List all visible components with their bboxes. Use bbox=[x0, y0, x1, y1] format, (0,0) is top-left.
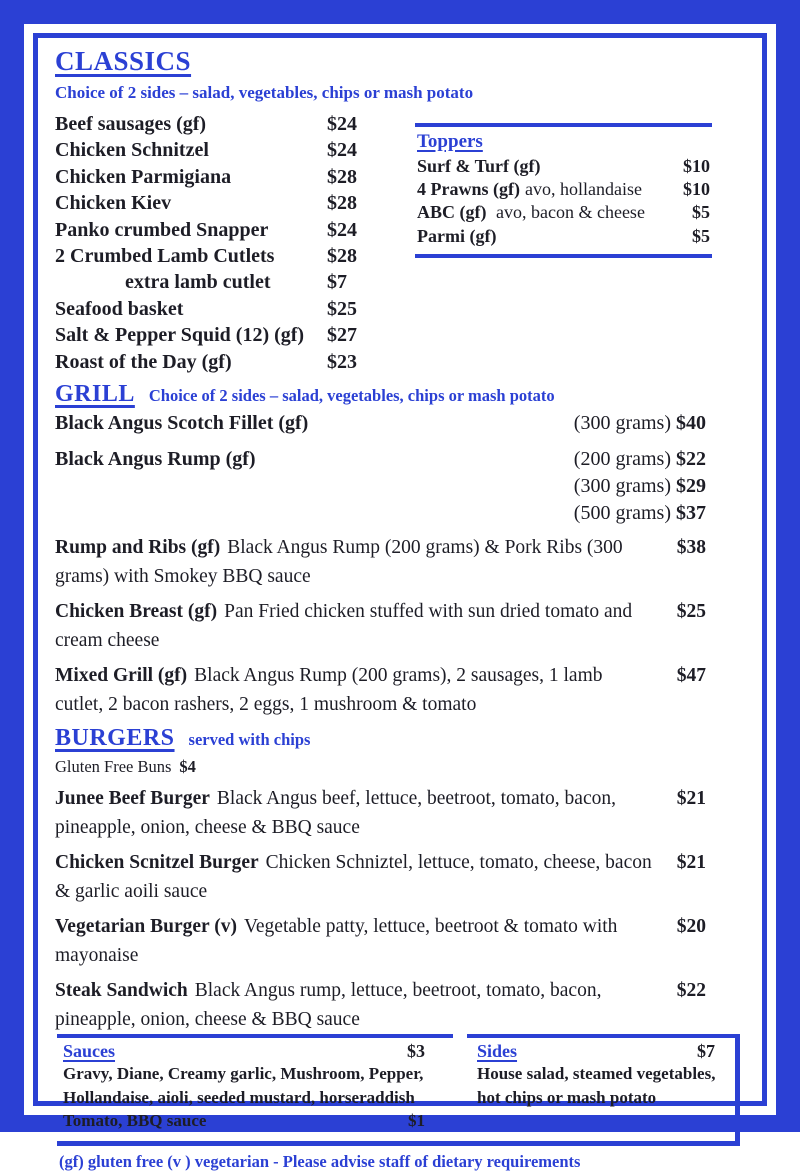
item-description: avo, hollandaise bbox=[524, 179, 642, 200]
item-price: $38 bbox=[676, 537, 706, 559]
item-name: Chicken Schnitzel bbox=[55, 139, 209, 162]
bottom-section bbox=[55, 1034, 742, 1172]
item-size-price bbox=[574, 500, 742, 527]
item-name: Roast of the Day (gf) bbox=[55, 350, 232, 373]
item-name: extra lamb cutlet bbox=[125, 271, 271, 294]
burgers-title: BURGERS bbox=[55, 725, 175, 752]
item-price: $37 bbox=[676, 502, 706, 525]
sauces-sides-row bbox=[57, 1034, 740, 1146]
item-price: $22 bbox=[676, 448, 706, 471]
topper-item-row bbox=[417, 155, 710, 178]
item-name: Junee Beef Burger bbox=[55, 788, 210, 810]
burgers-item-list bbox=[55, 778, 742, 1034]
burgers-header bbox=[55, 725, 742, 752]
gluten-free-buns-note bbox=[55, 756, 742, 778]
classics-item-row bbox=[55, 137, 415, 163]
item-text bbox=[55, 598, 653, 655]
classics-item-row bbox=[55, 111, 415, 137]
item-price: $5 bbox=[692, 225, 710, 246]
sides-title-row bbox=[477, 1041, 715, 1062]
item-description: Black Angus Rump (200 grams) & Pork Ribs (300 grams) with Smokey BBQ sauce bbox=[55, 537, 623, 587]
topper-item-row bbox=[417, 178, 710, 201]
sauces-title-row bbox=[63, 1041, 447, 1062]
grill-title: GRILL bbox=[55, 381, 135, 408]
item-price: $22 bbox=[676, 980, 706, 1002]
item-name: Beef sausages (gf) bbox=[55, 113, 207, 135]
item-price: $24 bbox=[327, 113, 357, 135]
sauces-title: Sauces bbox=[63, 1041, 116, 1062]
sauces-line2-price: $1 bbox=[408, 1111, 425, 1131]
classics-subtitle: Choice of 2 sides – salad, vegetables, chips or mash potato bbox=[55, 83, 474, 102]
item-name: Black Angus Scotch Fillet (gf) bbox=[55, 412, 309, 435]
item-description: Black Angus Rump (200 grams), 2 sausages, 1 lamb cutlet, 2 bacon rashers, 2 eggs, 1 mushroom & tomato bbox=[55, 665, 603, 715]
item-name: Mixed Grill (gf) bbox=[55, 665, 188, 687]
item-price: $24 bbox=[327, 218, 357, 241]
classics-item-row bbox=[55, 322, 415, 348]
grill-item-row bbox=[55, 598, 742, 655]
burger-item-row bbox=[55, 785, 742, 842]
item-name: Chicken Parmigiana bbox=[55, 165, 232, 188]
item-price: $25 bbox=[676, 601, 706, 623]
sauces-description: Gravy, Diane, Creamy garlic, Mushroom, Pepper, Hollandaise, aioli, seeded mustard, horseraddish bbox=[63, 1064, 424, 1107]
item-size-price bbox=[574, 473, 742, 500]
item-size: (300 grams) bbox=[573, 412, 671, 435]
item-price: $10 bbox=[683, 156, 710, 176]
note-price: $4 bbox=[179, 757, 196, 777]
item-price: $25 bbox=[327, 297, 357, 320]
toppers-title: Toppers bbox=[417, 131, 483, 152]
item-name: Salt & Pepper Squid (12) (gf) bbox=[55, 324, 305, 347]
item-text bbox=[55, 977, 653, 1034]
item-price: $10 bbox=[683, 179, 710, 200]
item-name: Seafood basket bbox=[55, 297, 184, 320]
item-name: 4 Prawns (gf) bbox=[417, 179, 520, 200]
sauces-price: $3 bbox=[407, 1041, 425, 1062]
sides-box bbox=[467, 1034, 740, 1141]
item-name: Panko crumbed Snapper bbox=[55, 218, 269, 241]
steak-row bbox=[55, 473, 742, 500]
item-price: $28 bbox=[327, 192, 357, 215]
item-text bbox=[55, 662, 653, 719]
grill-header bbox=[55, 381, 742, 408]
sides-price: $7 bbox=[697, 1041, 715, 1062]
topper-item-row bbox=[417, 225, 710, 248]
grill-subtitle: Choice of 2 sides – salad, vegetables, chips or mash potato bbox=[148, 386, 555, 406]
item-price: $21 bbox=[676, 788, 706, 810]
sides-description: House salad, steamed vegetables, hot chips or mash potato bbox=[477, 1064, 716, 1107]
classics-item-row bbox=[55, 296, 415, 322]
item-name: Steak Sandwich bbox=[55, 980, 188, 1002]
item-price: $21 bbox=[676, 852, 706, 874]
steak-row bbox=[55, 446, 742, 473]
sauces-line2-text: Tomato, BBQ sauce bbox=[63, 1111, 207, 1131]
classics-item-row bbox=[55, 190, 415, 216]
grill-steak-list bbox=[55, 410, 742, 527]
item-name: Vegetarian Burger (v) bbox=[55, 916, 237, 938]
item-description: Pan Fried chicken stuffed with sun dried tomato and cream cheese bbox=[55, 601, 633, 651]
item-name: Surf & Turf (gf) bbox=[417, 156, 541, 176]
sides-title: Sides bbox=[477, 1041, 518, 1062]
item-size: (300 grams) bbox=[573, 475, 671, 498]
item-text bbox=[55, 785, 653, 842]
item-price: $23 bbox=[327, 350, 357, 373]
classics-item-row bbox=[55, 349, 415, 375]
item-size: (500 grams) bbox=[573, 502, 671, 525]
menu-panel bbox=[33, 33, 767, 1171]
classics-toppers-columns bbox=[55, 111, 742, 375]
item-price: $5 bbox=[692, 202, 710, 223]
burgers-subtitle: served with chips bbox=[188, 730, 311, 750]
item-name: Parmi (gf) bbox=[417, 225, 497, 246]
item-price: $7 bbox=[327, 271, 347, 294]
item-price: $28 bbox=[327, 165, 357, 188]
item-price: $47 bbox=[676, 665, 706, 687]
item-price: $20 bbox=[676, 916, 706, 938]
classics-title: CLASSICS bbox=[55, 46, 192, 76]
item-name: 2 Crumbed Lamb Cutlets bbox=[55, 245, 275, 268]
item-name: ABC (gf) bbox=[417, 202, 487, 223]
toppers-list bbox=[417, 155, 710, 248]
item-name: Chicken Breast (gf) bbox=[55, 601, 218, 623]
item-size-price bbox=[574, 410, 742, 437]
item-price: $40 bbox=[676, 412, 706, 435]
item-size: (200 grams) bbox=[573, 448, 671, 471]
note-text: Gluten Free Buns bbox=[55, 757, 172, 777]
item-price: $24 bbox=[327, 139, 357, 162]
classics-item-row bbox=[55, 243, 415, 269]
item-text bbox=[55, 913, 653, 970]
item-text bbox=[55, 534, 653, 591]
item-description: Black Angus rump, lettuce, beetroot, tomato, bacon, pineapple, onion, cheese & BBQ sauce bbox=[55, 980, 602, 1030]
item-price: $29 bbox=[676, 475, 706, 498]
classics-item-row bbox=[55, 269, 415, 295]
item-name: Black Angus Rump (gf) bbox=[55, 448, 256, 471]
grill-item-row bbox=[55, 534, 742, 591]
topper-item-row bbox=[417, 201, 710, 224]
item-name: Rump and Ribs (gf) bbox=[55, 537, 221, 559]
item-name: Chicken Scnitzel Burger bbox=[55, 852, 259, 874]
item-description: avo, bacon & cheese bbox=[491, 202, 645, 223]
item-name: Chicken Kiev bbox=[55, 192, 172, 215]
steak-row bbox=[55, 410, 742, 437]
dietary-footer: (gf) gluten free (v ) vegetarian - Please advise staff of dietary requirements bbox=[59, 1151, 581, 1171]
item-price: $27 bbox=[327, 324, 357, 347]
steak-row bbox=[55, 500, 742, 527]
item-size-price bbox=[574, 446, 742, 473]
item-description: Chicken Schniztel, lettuce, tomato, cheese, bacon & garlic aoili sauce bbox=[55, 852, 652, 902]
grill-item-list bbox=[55, 527, 742, 719]
grill-item-row bbox=[55, 662, 742, 719]
burger-item-row bbox=[55, 913, 742, 970]
sauces-box bbox=[57, 1034, 453, 1141]
classics-item-row bbox=[55, 164, 415, 190]
item-description: Vegetable patty, lettuce, beetroot & tomato with mayonaise bbox=[55, 916, 618, 966]
item-description: Black Angus beef, lettuce, beetroot, tomato, bacon, pineapple, onion, cheese & BBQ sauce bbox=[55, 788, 616, 838]
sauces-line2 bbox=[63, 1109, 447, 1133]
classics-list bbox=[55, 111, 415, 375]
classics-item-row bbox=[55, 217, 415, 243]
item-price: $28 bbox=[327, 245, 357, 268]
burger-item-row bbox=[55, 977, 742, 1034]
burger-item-row bbox=[55, 849, 742, 906]
item-text bbox=[55, 849, 653, 906]
toppers-box bbox=[415, 123, 712, 258]
